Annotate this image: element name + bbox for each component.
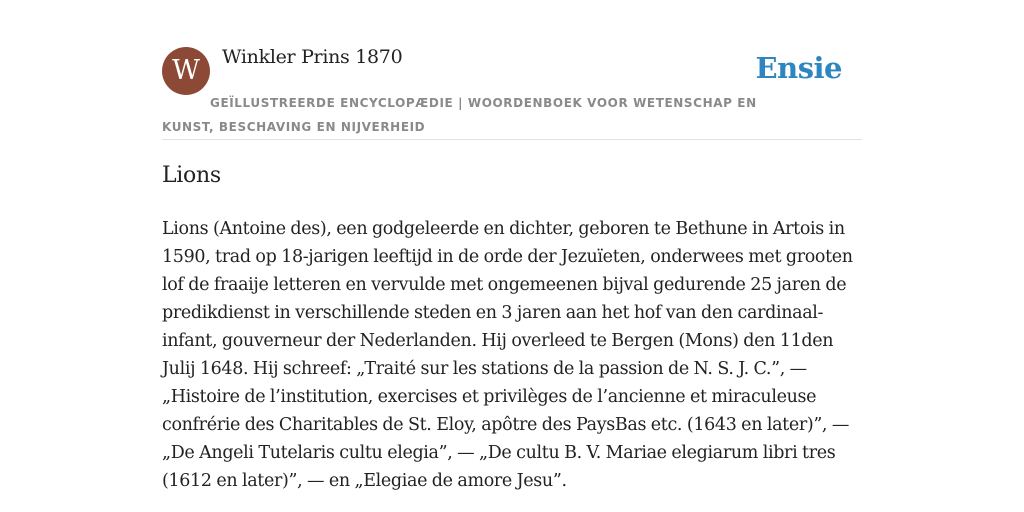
ensie-logo[interactable]: Ensie bbox=[755, 51, 842, 85]
source-avatar[interactable]: W bbox=[162, 47, 210, 95]
article-title: Lions bbox=[162, 163, 221, 188]
header-divider bbox=[162, 139, 862, 140]
article-body: Lions (Antoine des), een godgeleerde en dichter, geboren te Bethune in Artois in 1590, trad op 18-jarigen leeftijd in de orde der Jezuïeten, onderwees met grooten lof de fraaije letteren en vervulde met ongemeenen bijval gedurende 25 jaren de predikdienst in verschillende steden en 3 jaren aan het hof van den cardinaal-infant, gouverneur der Nederlanden. Hij overleed te Bergen (Mons) den 11den Julij 1648. Hij schreef: „Traité sur les stations de la passion de N. S. J. C.”, — „Histoire de l’institution, exercises et privilèges de l’ancienne et miraculeuse confrérie des Charitables de St. Eloy, apôtre des PaysBas etc. (1643 en later)”, — „De Angeli Tutelaris cultu elegia”, — „De cultu B. V. Mariae elegiarum libri tres (1612 en later)”, — en „Elegiae de amore Jesu”. bbox=[162, 219, 853, 491]
source-title[interactable]: Winkler Prins 1870 bbox=[222, 46, 403, 68]
source-subtitle: GEÏLLUSTREERDE ENCYCLOPÆDIE | WOORDENBOEK VOOR WETENSCHAP EN KUNST, BESCHAVING EN NIJVERHEID bbox=[162, 96, 757, 134]
